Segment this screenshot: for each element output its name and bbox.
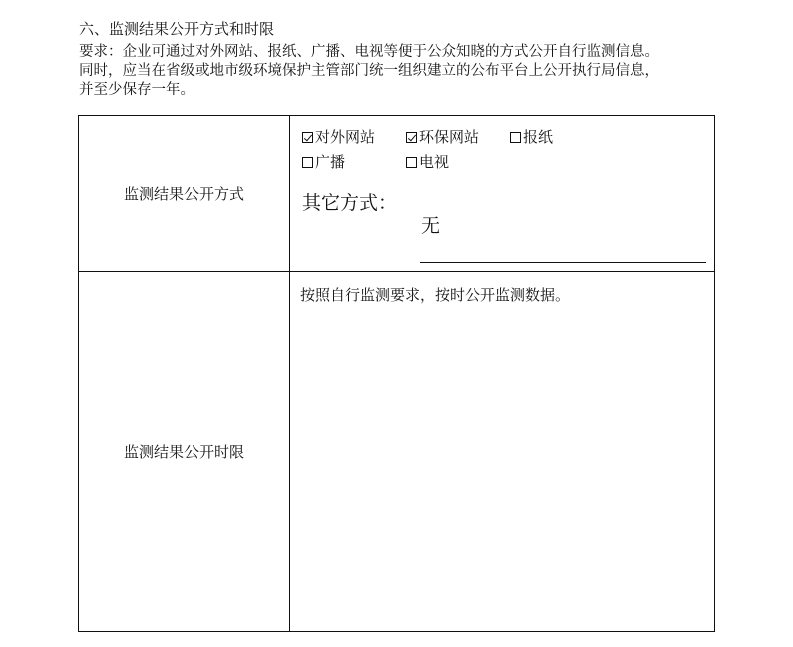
- other-method-value: 无: [421, 215, 441, 237]
- option-broadcast[interactable]: [302, 153, 345, 171]
- method-options-cell: [290, 116, 715, 272]
- limit-text: 按照自行监测要求，按时公开监测数据。: [300, 286, 571, 304]
- requirement-line-1: 要求：企业可通过对外网站、报纸、广播、电视等便于公众知晓的方式公开自行监测信息。: [79, 44, 659, 60]
- option-label: 环保网站: [419, 128, 480, 146]
- limit-content-cell: [290, 272, 715, 632]
- requirement-line-3: 并至少保存一年。: [79, 82, 195, 98]
- option-label: 电视: [419, 153, 450, 171]
- option-checkbox-0[interactable]: [302, 132, 313, 143]
- limit-label: 监测结果公开时限: [79, 272, 290, 632]
- limit-row: [79, 272, 715, 632]
- method-row: [79, 116, 715, 272]
- option-environmental-website[interactable]: [406, 128, 479, 146]
- method-label: 监测结果公开方式: [79, 116, 290, 272]
- option-label: 广播: [315, 153, 346, 171]
- option-label: 对外网站: [315, 128, 376, 146]
- option-television[interactable]: [406, 153, 449, 171]
- option-checkbox-3[interactable]: [302, 157, 313, 168]
- option-checkbox-2[interactable]: [510, 132, 521, 143]
- section-heading: 六、监测结果公开方式和时限: [79, 20, 275, 38]
- requirement-line-2: 同时，应当在省级或地市级环境保护主管部门统一组织建立的公布平台上公开执行局信息，: [79, 63, 659, 79]
- option-newspaper[interactable]: [510, 128, 553, 146]
- option-checkbox-4[interactable]: [406, 157, 417, 168]
- option-external-website[interactable]: [302, 128, 375, 146]
- disclosure-table: [78, 115, 715, 632]
- option-label: 报纸: [523, 128, 554, 146]
- other-method-underline: [420, 262, 706, 263]
- other-method-label: 其它方式：: [302, 192, 398, 214]
- requirement-paragraph: [79, 43, 719, 100]
- option-checkbox-1[interactable]: [406, 132, 417, 143]
